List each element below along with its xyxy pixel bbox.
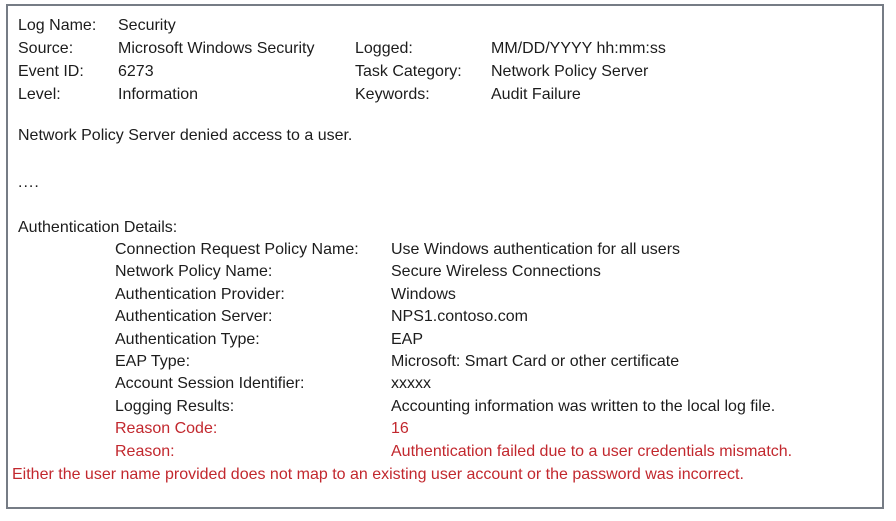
auth-detail-value: 16 — [391, 420, 409, 438]
header-left-value: 6273 — [118, 63, 154, 80]
auth-detail-value: Authentication failed due to a user credentials mismatch. — [391, 442, 793, 460]
auth-detail-value: Secure Wireless Connections — [391, 263, 601, 281]
auth-detail-value: NPS1.contoso.com — [391, 308, 528, 326]
header-right-value: Network Policy Server — [491, 63, 649, 80]
auth-detail-row — [18, 418, 872, 440]
header-left-value: Information — [118, 86, 199, 103]
auth-detail-label: EAP Type: — [115, 352, 191, 370]
event-header — [18, 14, 872, 106]
auth-detail-value: Use Windows authentication for all users — [391, 241, 681, 258]
auth-detail-row — [18, 261, 872, 283]
auth-detail-row — [18, 373, 872, 395]
auth-detail-row — [18, 329, 872, 351]
auth-detail-label: Reason Code: — [115, 420, 218, 438]
header-right-value — [491, 14, 872, 37]
auth-detail-label: Logging Results: — [115, 397, 235, 415]
header-left-label: Source: — [18, 40, 74, 57]
header-right-value: Audit Failure — [491, 86, 581, 103]
auth-detail-row — [18, 396, 872, 418]
auth-detail-label: Network Policy Name: — [115, 263, 273, 281]
auth-detail-value: EAP — [391, 330, 424, 348]
header-left-label: Log Name: — [18, 17, 97, 34]
header-right-label — [355, 14, 491, 37]
auth-detail-row — [18, 441, 872, 463]
auth-detail-value: Microsoft: Smart Card or other certificate — [391, 352, 680, 370]
header-right-label: Logged: — [355, 40, 413, 57]
auth-details-list — [18, 239, 872, 463]
event-detail-panel — [6, 4, 884, 509]
auth-detail-value: Accounting information was written to the local log file. — [391, 397, 776, 415]
header-row — [18, 14, 872, 37]
truncation-ellipsis: .... — [18, 174, 40, 191]
auth-detail-label: Authentication Type: — [115, 330, 260, 348]
event-description: Network Policy Server denied access to a user. — [18, 127, 353, 144]
failure-explanation: Either the user name provided does not map to an existing user account or the password was incorrect. — [12, 465, 744, 483]
header-row — [18, 37, 872, 60]
header-right-label: Task Category: — [355, 63, 462, 80]
auth-detail-label: Authentication Server: — [115, 308, 273, 326]
header-row — [18, 60, 872, 83]
header-left-value: Security — [118, 17, 176, 34]
header-left-label: Level: — [18, 86, 61, 103]
header-row — [18, 83, 872, 106]
header-left-label: Event ID: — [18, 63, 84, 80]
auth-detail-label: Connection Request Policy Name: — [115, 241, 359, 258]
auth-detail-row — [18, 306, 872, 328]
auth-detail-value: xxxxx — [391, 375, 431, 393]
auth-detail-label: Account Session Identifier: — [115, 375, 305, 393]
auth-details-heading: Authentication Details: — [18, 219, 178, 236]
auth-detail-value: Windows — [391, 285, 456, 303]
auth-detail-label: Authentication Provider: — [115, 285, 285, 303]
header-right-value: MM/DD/YYYY hh:mm:ss — [491, 40, 666, 57]
header-left-value: Microsoft Windows Security — [118, 40, 315, 57]
header-right-label: Keywords: — [355, 86, 430, 103]
auth-detail-row — [18, 284, 872, 306]
auth-detail-label: Reason: — [115, 442, 175, 460]
auth-detail-row — [18, 351, 872, 373]
auth-detail-row — [18, 239, 872, 261]
